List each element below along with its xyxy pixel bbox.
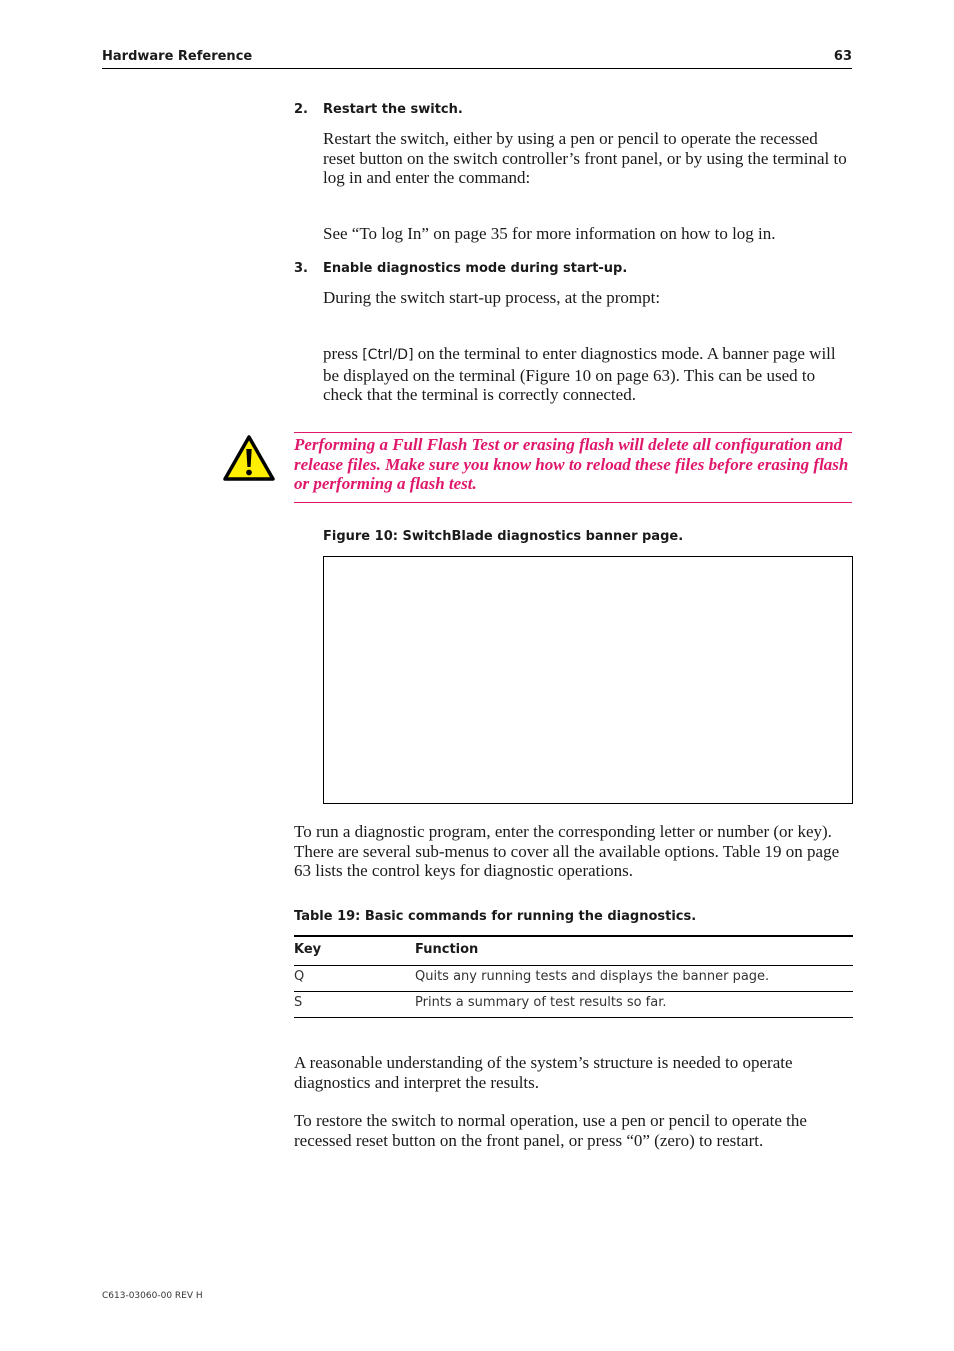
step-2-paragraph: Restart the switch, either by using a pen or pencil to operate the recessed reset button on the switch controller’s front panel, or by using the terminal to log in and enter the command:: [323, 129, 847, 187]
step-3-paragraph: During the switch start-up process, at the prompt:: [323, 288, 661, 307]
warning-bottom-rule: [294, 502, 852, 503]
figure-caption: Figure 10: SwitchBlade diagnostics banner page.: [323, 529, 684, 544]
table-header-key: Key: [294, 942, 322, 957]
diagnostic-program-paragraph: To run a diagnostic program, enter the corresponding letter or number (or key). There are several sub-menus to cover all the available options. Table 19 on page 63 lists the control keys for diagnostic operations.: [294, 822, 840, 880]
table-row-rule: [294, 991, 853, 992]
warning-top-rule: [294, 432, 852, 433]
understanding-paragraph: A reasonable understanding of the system’s structure is needed to operate diagnostics and interpret the results.: [294, 1053, 793, 1092]
step-2-heading: [294, 102, 463, 117]
press-prefix: press: [323, 344, 363, 363]
step-title: Enable diagnostics mode during start-up.: [323, 261, 628, 276]
step-3-heading: [294, 261, 627, 276]
table-cell-key: Q: [294, 969, 305, 984]
table-top-rule: [294, 935, 853, 937]
ctrl-d-key: [Ctrl/D]: [362, 347, 414, 363]
table-cell-function: Prints a summary of test results so far.: [415, 995, 667, 1010]
table-caption: Table 19: Basic commands for running the diagnostics.: [294, 909, 697, 924]
running-header-title: Hardware Reference: [102, 49, 253, 64]
warning-text: Performing a Full Flash Test or erasing flash will delete all configuration and release files. Make sure you know how to reload these files before erasing flash or performing a flash test.: [294, 435, 849, 493]
warning-triangle-icon: [223, 434, 275, 482]
press-ctrl-d-paragraph: [323, 344, 853, 405]
page-number: 63: [833, 49, 852, 64]
table-bottom-rule: [294, 1017, 853, 1018]
header-rule: [102, 68, 852, 69]
step-title: Restart the switch.: [323, 102, 463, 117]
step-number: 3.: [294, 261, 308, 276]
table-header-rule: [294, 965, 853, 966]
figure-frame: [323, 556, 853, 804]
login-reference-paragraph: See “To log In” on page 35 for more information on how to log in.: [323, 224, 776, 243]
footer-doc-id: C613-03060-00 REV H: [102, 1291, 203, 1301]
table-cell-key: S: [294, 995, 303, 1010]
table-cell-function: Quits any running tests and displays the banner page.: [415, 969, 770, 984]
table-header-function: Function: [415, 942, 479, 957]
step-number: 2.: [294, 102, 308, 117]
restore-paragraph: To restore the switch to normal operation, use a pen or pencil to operate the recessed reset button on the front panel, or press “0” (zero) to restart.: [294, 1111, 807, 1150]
press-suffix: on the terminal to enter diagnostics mode. A banner page will be displayed on the terminal (Figure 10 on page 63). This can be used to check that the terminal is correctly connected.: [323, 344, 836, 404]
